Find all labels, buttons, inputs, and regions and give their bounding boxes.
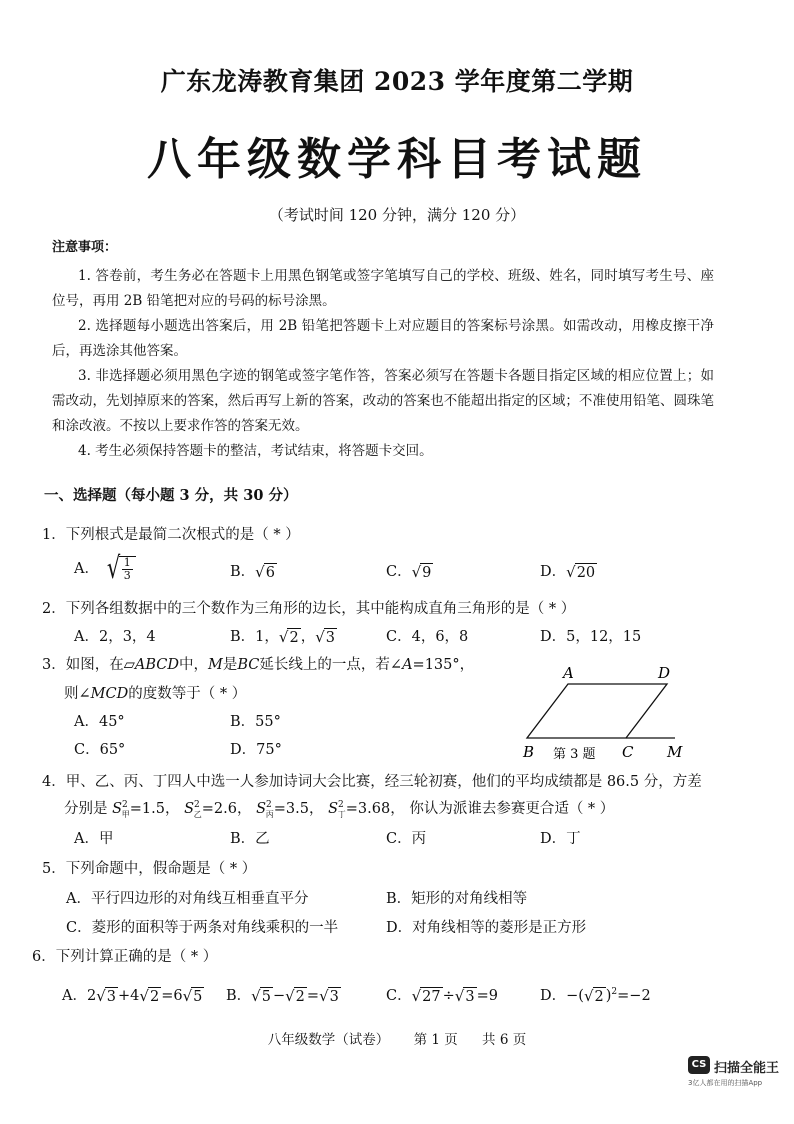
figure-caption: 第 3 题 (553, 747, 596, 762)
question-2-option-a: A．2，3，4 (74, 629, 156, 645)
question-6-option-d: D．−( √ 2 )$^2$=−2 (540, 986, 651, 1005)
vertex-label-c: C (622, 743, 634, 761)
footer-page-number: 第 1 页 (413, 1032, 458, 1048)
question-5-option-a: A．平行四边形的对角线互相垂直平分 (66, 891, 309, 907)
camscanner-logo-icon: CS (688, 1056, 710, 1074)
question-5-option-b: B．矩形的对角线相等 (386, 891, 528, 907)
question-5-option-d: D．对角线相等的菱形是正方形 (386, 920, 587, 936)
question-3-option-c: C．65° (74, 742, 126, 758)
note-item-4: 4. 考生必须保持答题卡的整洁，考试结束，将答题卡交回。 (78, 443, 433, 459)
footer-page-total: 共 6 页 (482, 1032, 527, 1048)
question-6-stem: 6．下列计算正确的是（ * ） (32, 949, 218, 965)
question-3-option-a: A．45° (74, 714, 125, 730)
question-4-option-a: A．甲 (74, 831, 114, 847)
parallelogram-abcd (527, 684, 667, 738)
question-5-stem: 5．下列命题中，假命题是（ * ） (42, 861, 257, 877)
question-5-option-c: C．菱形的面积等于两条对角线乘积的一半 (66, 920, 339, 936)
exam-subtitle: （考试时间 120 分钟，满分 120 分） (268, 206, 526, 224)
school-heading: 广东龙涛教育集团 2023 学年度第二学期 (160, 67, 634, 96)
question-1-option-d (540, 560, 597, 582)
sqrt-expression: √ 9 (411, 562, 432, 581)
question-3-stem: 3．如图，在▱ABCD中，M是BC延长线上的一点，若∠A=135°， (42, 657, 475, 673)
fraction (122, 557, 133, 582)
vertex-label-d: D (658, 664, 671, 682)
watermark-tagline: 3亿人都在用的扫描App (688, 1079, 763, 1087)
question-2-option-c: C．4，6，8 (386, 629, 469, 645)
numerator: 1 (123, 556, 131, 569)
option-label: D． (540, 564, 567, 580)
question-1-option-a (74, 552, 136, 586)
question-1-option-c (386, 560, 433, 582)
scanner-watermark (688, 1056, 788, 1096)
exam-title: 八年级数学科目考试题 (147, 134, 647, 185)
radicand: 6 (265, 564, 275, 581)
radical-sign: √ (106, 551, 120, 586)
radicand: 9 (422, 564, 432, 581)
option-label: B． (230, 564, 256, 580)
question-4-option-d: D．丁 (540, 831, 581, 847)
radicand: 20 (576, 564, 596, 581)
watermark-name: 扫描全能王 (714, 1061, 780, 1076)
question-3-option-d: D．75° (230, 742, 282, 758)
note-item-3: 3. 非选择题必须用黑色字迹的钢笔或签字笔作答，答案必须写在答题卡各题目指定区域的相应位置上；如需改动，先划掉原来的答案，然后再写上新的答案，改动的答案也不能超出指定的区域；不准使用铅笔、圆珠笔和涂改液。不按以上要求作答的答案无效。 (52, 368, 714, 434)
question-6-option-c: C． √ 27 ÷ √ 3 =9 (386, 986, 498, 1005)
question-4-option-c: C．丙 (386, 831, 427, 847)
note-item-2: 2. 选择题每小题选出答案后，用 2B 铅笔把答题卡上对应题目的答案标号涂黑。如需改动，用橡皮擦干净后，再选涂其他答案。 (52, 318, 714, 359)
question-2-stem: 2．下列各组数据中的三个数作为三角形的边长，其中能构成直角三角形的是（ * ） (42, 601, 576, 617)
note-item-1: 1. 答卷前，考生务必在答题卡上用黑色钢笔或签字笔填写自己的学校、班级、姓名，同时填写考生号、座位号，再用 2B 铅笔把对应的号码的标号涂黑。 (52, 268, 714, 309)
footer-subject: 八年级数学（试卷） (267, 1032, 390, 1048)
question-4-option-b: B．乙 (230, 831, 270, 847)
page-footer (0, 1028, 794, 1048)
vertex-label-a: A (563, 664, 574, 682)
option-label: A． (74, 561, 99, 577)
section-heading: 一、选择题（每小题 3 分，共 30 分） (44, 487, 298, 504)
denominator: 3 (123, 569, 131, 582)
question-3-option-b: B．55° (230, 714, 281, 730)
sqrt-expression: √ 6 (255, 562, 275, 581)
parallelogram-figure (515, 660, 695, 764)
notes-heading: 注意事项： (52, 240, 118, 255)
question-4-stem: 4．甲、乙、丙、丁四人中选一人参加诗词大会比赛，经三轮初赛，他们的平均成绩都是 86.5 分，方差 (42, 774, 702, 790)
question-6-option-b: B． √ 5 − √ 2 = √ 3 (226, 986, 339, 1005)
question-3-stem-line-2: 则∠MCD的度数等于（ * ） (64, 686, 247, 702)
question-2-option-d: D．5，12，15 (540, 629, 642, 645)
sqrt-expression (104, 552, 136, 586)
option-label: C． (386, 564, 412, 580)
question-6-option-a: A．2 √ 3 +4 √ 2 =6 √ 5 (62, 986, 203, 1005)
vertex-label-b: B (523, 743, 535, 761)
question-1-stem: 1．下列根式是最简二次根式的是（ * ） (42, 527, 300, 543)
point-label-m: M (667, 743, 683, 761)
sqrt-expression: √ 20 (566, 562, 596, 581)
question-1-option-b (230, 560, 277, 582)
radicand (119, 556, 136, 582)
sqrt-expression: √ 3 (315, 627, 335, 646)
sqrt-expression: √ 2 (278, 627, 299, 646)
question-4-stem-line-2: 分别是 $S^2_甲=1.5$， $S^2_乙=2.6$， $S^2_丙=3.5$， $S^2_丁=3.68$， 你认为派谁去参赛更合适（ * ） (64, 800, 615, 819)
question-2-option-b: B．1， √ 2 ， √ 3 (230, 627, 335, 646)
